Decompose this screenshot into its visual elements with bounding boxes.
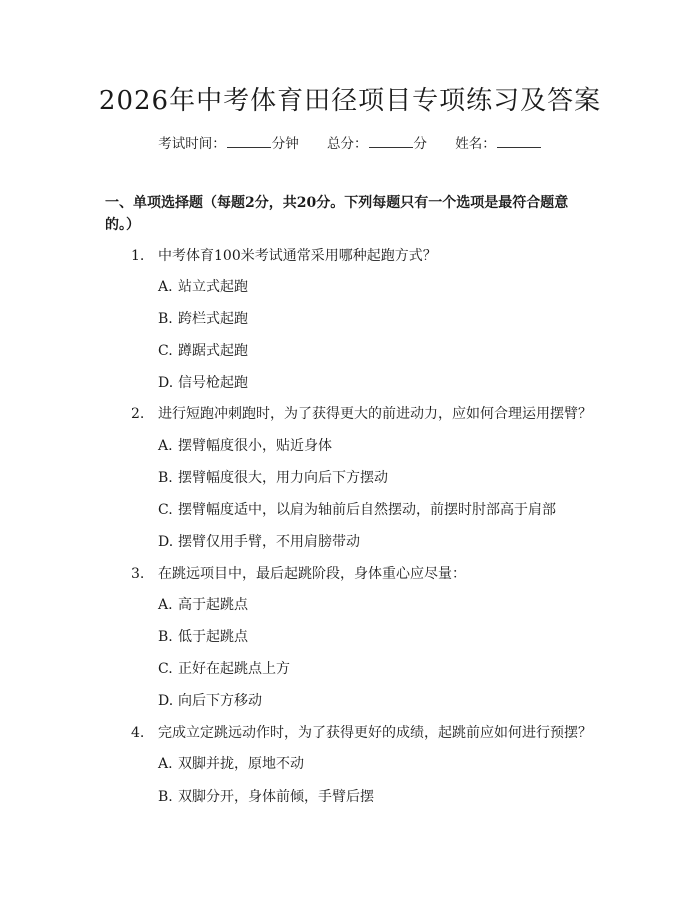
option-3d	[158, 690, 262, 710]
option-letter: B.	[158, 789, 173, 805]
time-blank[interactable]	[227, 135, 271, 148]
question-number: 1.	[131, 248, 145, 264]
option-text: 高于起跳点	[178, 597, 248, 613]
total-score	[327, 136, 431, 152]
option-1a	[158, 276, 248, 296]
option-text: 正好在起跳点上方	[178, 661, 290, 677]
option-letter: D.	[158, 375, 174, 391]
question-2	[131, 403, 592, 423]
exam-meta	[0, 132, 700, 152]
question-text: 完成立定跳远动作时，为了获得更好的成绩，起跳前应如何进行预摆？	[158, 725, 592, 741]
time-label: 考试时间：	[158, 136, 226, 152]
option-letter: D.	[158, 693, 174, 709]
option-letter: B.	[158, 629, 173, 645]
option-3c	[158, 658, 290, 678]
option-letter: C.	[158, 661, 173, 677]
name-blank[interactable]	[497, 135, 541, 148]
option-letter: A.	[158, 279, 173, 295]
option-2d	[158, 531, 360, 551]
option-text: 跨栏式起跑	[178, 311, 248, 327]
option-letter: A.	[158, 756, 173, 772]
option-text: 摆臂仅用手臂，不用肩膀带动	[178, 534, 360, 550]
question-1	[131, 245, 437, 265]
question-number: 4.	[131, 725, 145, 741]
score-blank[interactable]	[369, 135, 413, 148]
question-number: 2.	[131, 406, 145, 422]
option-text: 双脚分开，身体前倾，手臂后摆	[178, 789, 374, 805]
question-number: 3.	[131, 566, 145, 582]
option-1d	[158, 372, 248, 392]
option-3b	[158, 626, 248, 646]
option-letter: D.	[158, 534, 174, 550]
option-letter: B.	[158, 311, 173, 327]
option-2b	[158, 467, 388, 487]
option-text: 双脚并拢，原地不动	[178, 756, 304, 772]
question-3	[131, 563, 466, 583]
name-label: 姓名：	[455, 136, 496, 152]
option-2c	[158, 499, 556, 519]
question-text: 中考体育100米考试通常采用哪种起跑方式？	[158, 248, 437, 264]
question-text: 进行短跑冲刺跑时，为了获得更大的前进动力，应如何合理运用摆臂？	[158, 406, 592, 422]
option-text: 向后下方移动	[178, 693, 262, 709]
option-text: 摆臂幅度适中，以肩为轴前后自然摆动，前摆时肘部高于肩部	[178, 502, 556, 518]
exam-time	[158, 136, 303, 152]
option-4b	[158, 786, 374, 806]
option-text: 信号枪起跑	[178, 375, 248, 391]
option-letter: A.	[158, 597, 173, 613]
option-letter: C.	[158, 502, 173, 518]
option-4a	[158, 753, 304, 773]
option-text: 摆臂幅度很大，用力向后下方摆动	[178, 470, 388, 486]
student-name	[455, 136, 542, 152]
document-title: 2026年中考体育田径项目专项练习及答案	[98, 86, 602, 116]
option-letter: B.	[158, 470, 173, 486]
option-letter: C.	[158, 343, 173, 359]
option-letter: A.	[158, 438, 173, 454]
option-1b	[158, 308, 248, 328]
question-text: 在跳远项目中，最后起跳阶段，身体重心应尽量：	[158, 566, 466, 582]
score-label: 总分：	[327, 136, 368, 152]
option-2a	[158, 435, 332, 455]
question-4	[131, 722, 592, 742]
time-unit: 分钟	[271, 136, 299, 152]
option-text: 站立式起跑	[178, 279, 248, 295]
option-1c	[158, 340, 248, 360]
option-text: 低于起跳点	[178, 629, 248, 645]
option-3a	[158, 594, 248, 614]
option-text: 蹲踞式起跑	[178, 343, 248, 359]
option-text: 摆臂幅度很小，贴近身体	[178, 438, 332, 454]
section-heading: 一、单项选择题（每题2分，共20分。下列每题只有一个选项是最符合题意的。）	[105, 195, 569, 233]
score-unit: 分	[413, 136, 427, 152]
